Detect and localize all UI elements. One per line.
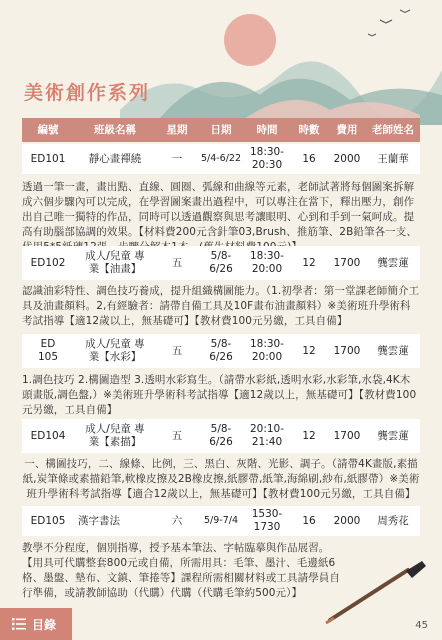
mountain-landscape-illustration	[120, 0, 442, 125]
course-code: ED102	[30, 256, 66, 269]
course-description: 透過一筆一畫，畫出點、直線、圓圈、弧線和曲線等元素，老師試著將每個圖案拆解成六個步驟內可以完成，在學習圖案畫出過程中，可以專注在當下，釋出壓力，創作出自己唯一獨特的作品，同時可以透過觀察與思考讓眼明、心到和手到一氣呵成。提高有助腦部協調的效果。【材料費200元含針筆03,Brush、推筋筆、2B鉛筆各一支、	[22, 181, 417, 238]
header-date: 日期	[210, 124, 232, 136]
course-code: ED105	[30, 514, 66, 527]
course-date: 5/4-6/22	[200, 153, 242, 165]
header-hours: 時數	[298, 124, 320, 136]
table-header	[22, 118, 420, 142]
course-hours: 16	[302, 152, 316, 165]
course-name: 成人/兒童 專業【油畫】	[85, 250, 145, 275]
table-row	[22, 334, 420, 368]
menu-label: 目錄	[32, 617, 57, 632]
course-time: 18:30-20:00	[249, 250, 285, 275]
course-hours: 12	[302, 429, 316, 442]
course-time: 1530-1730	[251, 508, 283, 533]
course-description: 教學不分程度，個別指導，授予基本筆法、字帖臨摹與作品展習。【用具可代購整套800元或自備，所需用具：毛筆、墨汁、毛邊紙6格、墨盤、墊布、文鎮、筆捲等】課程所需相關材料或工具請學員自行準備，或請教師協助（代購）代購（代購毛筆約500元）】	[22, 542, 340, 599]
course-teacher: 龔雲蓮	[377, 256, 409, 269]
header-class-name: 班級名稱	[94, 124, 136, 136]
course-description: 1.調色技巧 2.構圖造型 3.透明水彩寫生。（請帶水彩紙,透明水彩,水彩筆,水袋,4K木頭畫版,調色盤,）※美術班升學術科考試指導【適12歲以上，無基礎可】【教材費100元另繳，工具自備】	[22, 374, 417, 416]
course-hours: 12	[302, 256, 316, 269]
header-weekday: 星期	[166, 124, 188, 136]
course-date: 5/8-6/26	[209, 338, 233, 363]
course-code: ED104	[30, 429, 66, 442]
course-fee: 1700	[333, 256, 361, 269]
course-date: 5/8-6/26	[209, 423, 233, 448]
header-fee: 費用	[336, 124, 358, 136]
course-teacher: 周秀花	[377, 514, 409, 527]
course-fee: 2000	[333, 152, 361, 165]
course-date: 5/9-7/4	[203, 515, 238, 527]
header-teacher: 老師姓名	[372, 124, 414, 136]
course-time: 18:30-20:00	[249, 338, 285, 363]
table-row	[22, 144, 420, 174]
course-description: 認識油彩特性、調色技巧養成，提升組織構圖能力。（1.初學者：第一堂課老師簡介工具及油畫顏料。2,有經驗者：請帶自備工具及10F畫布油畫顏料）※美術班升學術科考試指導【適12歲以上，無基礎可】【教材費100元另繳，工具自備】	[22, 285, 420, 327]
course-name: 漢字書法	[78, 514, 120, 527]
table-row	[22, 419, 420, 453]
header-code: 編號	[37, 124, 59, 136]
course-description: 一、構圖技巧，二、線條、比例，三、黑白、灰階、光影、調子。（請帶4K畫版,素描紙,炭筆條或素描鉛筆,軟橡皮擦及2B橡皮擦,紙膠帶,紙筆,海綿刷,紗布,紙膠帶）※美術班升學術科考試指導【適合12歲以上，無基礎可】【教材費100元另繳，工具自備】	[22, 458, 420, 500]
course-time: 18:30-20:30	[249, 146, 285, 171]
course-hours: 12	[302, 344, 316, 357]
calligraphy-brush-icon	[322, 556, 432, 626]
course-weekday: 五	[171, 256, 183, 269]
course-teacher: 龔雲蓮	[377, 429, 409, 442]
course-weekday: 五	[171, 429, 183, 442]
course-fee: 1700	[333, 344, 361, 357]
course-weekday: 六	[171, 514, 183, 527]
course-name: 成人/兒童 專業【素描】	[85, 423, 145, 448]
course-code: ED 105	[37, 338, 59, 363]
section-title: 美術創作系列	[24, 82, 151, 104]
course-teacher: 龔雲蓮	[377, 344, 409, 357]
table-of-contents-button[interactable]	[0, 608, 72, 640]
page-number: 45	[415, 620, 428, 631]
course-fee: 1700	[333, 429, 361, 442]
course-name: 靜心畫禪繞	[88, 152, 142, 165]
course-weekday: 一	[171, 152, 183, 165]
table-row	[22, 506, 420, 536]
header-time: 時間	[256, 124, 278, 136]
table-row	[22, 246, 420, 280]
course-code: ED101	[30, 152, 66, 165]
course-date: 5/8-6/26	[209, 250, 233, 275]
course-time: 20:10-21:40	[249, 423, 285, 448]
course-name: 成人/兒童 專業【水彩】	[85, 338, 145, 363]
course-weekday: 五	[171, 344, 183, 357]
list-icon	[12, 618, 26, 630]
course-fee: 2000	[333, 514, 361, 527]
course-hours: 16	[302, 514, 316, 527]
course-teacher: 王蘭華	[377, 152, 409, 165]
